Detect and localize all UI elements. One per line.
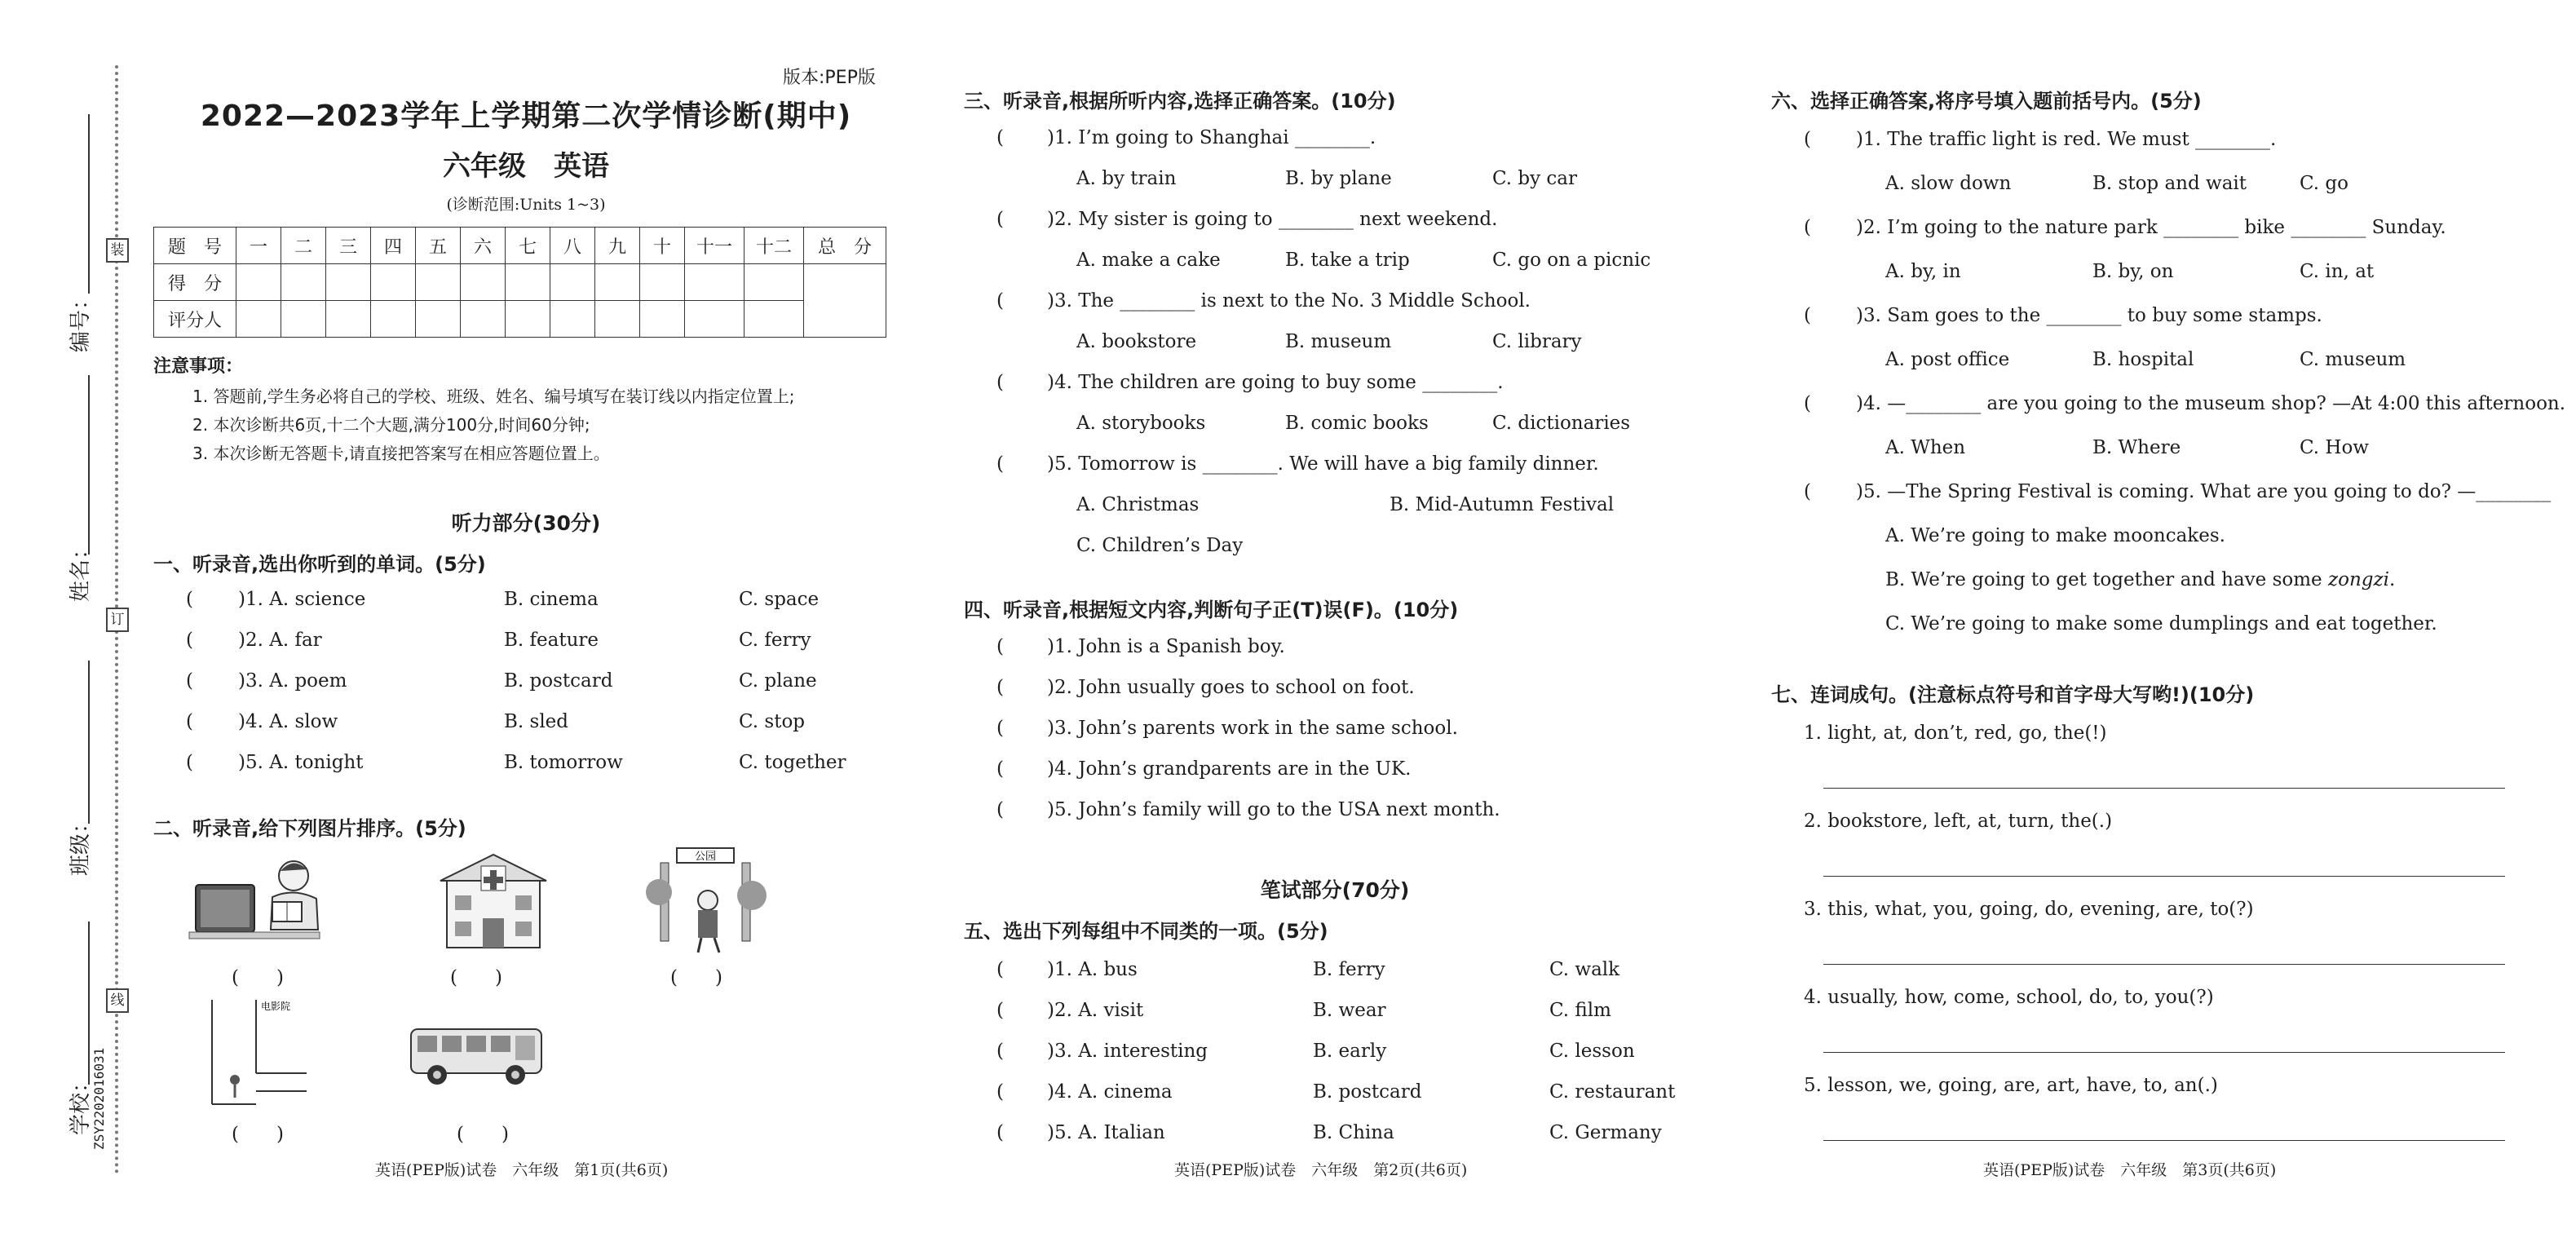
option-a: A. storybooks: [1076, 413, 1206, 434]
question-option-b: B. ferry: [1313, 959, 1385, 980]
statement: )1. John is a Spanish boy.: [1047, 636, 1285, 657]
answer-bracket[interactable]: (: [1804, 481, 1811, 502]
total-score-cell[interactable]: [804, 264, 886, 338]
picture-5-answer[interactable]: ( ): [457, 1124, 509, 1145]
question-option-c: C. restaurant: [1549, 1081, 1676, 1103]
table-cell: 七: [506, 228, 550, 264]
edition-label: 版本:PEP版: [783, 68, 876, 88]
option-a: A. slow down: [1885, 173, 2012, 194]
score-cell[interactable]: [371, 264, 416, 301]
field-label-number: 编号：: [68, 288, 93, 352]
score-cell[interactable]: [461, 264, 506, 301]
option-b: B. by, on: [2092, 261, 2174, 282]
score-cell[interactable]: [416, 264, 461, 301]
serial-number: ZSY2202016031: [91, 1047, 107, 1150]
binding-mark-zhuang: 装: [106, 238, 129, 263]
table-cell: 得 分: [154, 264, 236, 301]
option-b-italic-word: zongzi: [2327, 569, 2389, 590]
question-option-b: B. postcard: [504, 670, 613, 692]
table-cell: 八: [550, 228, 595, 264]
grader-row: [154, 301, 886, 338]
option-b: [1885, 569, 2395, 590]
answer-line[interactable]: [1823, 964, 2505, 965]
score-table: [153, 227, 886, 338]
question-option-a: )3. A. interesting: [1047, 1041, 1208, 1062]
option-b: B. Mid-Autumn Festival: [1390, 494, 1615, 515]
option-a: A. by, in: [1885, 261, 1961, 282]
option-a: A. bookstore: [1076, 331, 1197, 352]
table-cell: 总 分: [804, 228, 886, 264]
question-text: )2. I’m going to the nature park ________ bike ________ Sunday.: [1856, 217, 2446, 238]
question-option-c: C. ferry: [739, 630, 811, 651]
statement: )4. John’s grandparents are in the UK.: [1047, 758, 1412, 780]
answer-bracket[interactable]: (: [996, 1041, 1004, 1062]
field-label-school: 学校：: [68, 1071, 93, 1135]
picture-1-answer[interactable]: ( ): [232, 967, 284, 988]
page-2-footer: 英语(PEP版)试卷 六年级 第2页(共6页): [1174, 1161, 1468, 1179]
question-text: )3. Sam goes to the ________ to buy some stamps.: [1856, 305, 2322, 326]
option-c: C. library: [1492, 331, 1582, 352]
notes-heading: 注意事项：: [153, 356, 244, 377]
statement: )5. John’s family will go to the USA next month.: [1047, 799, 1500, 820]
answer-bracket[interactable]: (: [996, 959, 1004, 980]
option-c: C. dictionaries: [1492, 413, 1631, 434]
question-option-c: C. stop: [739, 711, 806, 732]
score-cell[interactable]: [281, 264, 326, 301]
score-cell[interactable]: [236, 264, 281, 301]
answer-line[interactable]: [1823, 876, 2505, 877]
option-c: C. in, at: [2300, 261, 2375, 282]
page-3-footer: 英语(PEP版)试卷 六年级 第3页(共6页): [1983, 1161, 2277, 1179]
answer-bracket[interactable]: (: [996, 372, 1004, 393]
question-option-c: C. together: [739, 752, 846, 773]
option-b: B. stop and wait: [2092, 173, 2247, 194]
question-option-b: B. China: [1313, 1122, 1394, 1143]
table-cell: 三: [326, 228, 371, 264]
binding-mark-xian: 线: [106, 988, 129, 1013]
question-option-c: C. walk: [1549, 959, 1620, 980]
question-option-b: B. early: [1313, 1041, 1387, 1062]
question-text: )1. The traffic light is red. We must ________.: [1856, 129, 2277, 150]
grader-cell[interactable]: [685, 301, 745, 338]
field-line-name[interactable]: [88, 375, 90, 555]
note-item: 1. 答题前,学生务必将自己的学校、班级、姓名、编号填写在装订线以内指定位置上;: [192, 387, 795, 406]
grader-cell[interactable]: [416, 301, 461, 338]
answer-bracket[interactable]: (: [186, 589, 193, 610]
field-line-school[interactable]: [88, 922, 90, 1085]
question-option-a: )1. A. bus: [1047, 959, 1138, 980]
picture-3-answer[interactable]: ( ): [670, 967, 722, 988]
grade-subject-title: 六年级 英语: [443, 150, 609, 183]
table-cell: 十: [640, 228, 685, 264]
option-b: B. hospital: [2092, 349, 2194, 370]
question-option-b: B. wear: [1313, 1000, 1386, 1021]
park-sign: 公园: [694, 851, 717, 863]
answer-bracket[interactable]: (: [996, 758, 1004, 780]
answer-bracket[interactable]: (: [996, 453, 1004, 475]
page-1-footer: 英语(PEP版)试卷 六年级 第1页(共6页): [375, 1161, 669, 1179]
field-label-name: 姓名：: [68, 537, 93, 602]
question-option-c: C. film: [1549, 1000, 1611, 1021]
answer-bracket[interactable]: (: [996, 290, 1004, 312]
table-cell: 二: [281, 228, 326, 264]
option-c: C. by car: [1492, 168, 1578, 189]
exam-title: 2022—2023学年上学期第二次学情诊断(期中): [200, 99, 852, 133]
field-line-class[interactable]: [88, 661, 90, 824]
question-option-c: C. space: [739, 589, 820, 610]
section-4-title: 四、听录音,根据短文内容,判断句子正(T)误(F)。(10分): [964, 599, 1459, 621]
answer-bracket[interactable]: (: [186, 752, 193, 773]
note-item: 2. 本次诊断共6页,十二个大题,满分100分,时间60分钟;: [192, 415, 590, 435]
answer-bracket[interactable]: (: [1804, 393, 1811, 414]
grader-cell[interactable]: [745, 301, 804, 338]
table-cell: 一: [236, 228, 281, 264]
question-option-b: B. cinema: [504, 589, 599, 610]
table-cell: 九: [595, 228, 640, 264]
option-b: B. comic books: [1285, 413, 1429, 434]
score-cell[interactable]: [506, 264, 550, 301]
word-order-prompt: 1. light, at, don’t, red, go, the(!): [1804, 723, 2107, 744]
picture-4-answer[interactable]: ( ): [232, 1124, 284, 1145]
answer-bracket[interactable]: (: [996, 718, 1004, 739]
answer-bracket[interactable]: (: [996, 677, 1004, 698]
score-cell[interactable]: [685, 264, 745, 301]
option-c: C. How: [2300, 437, 2369, 458]
table-cell: 六: [461, 228, 506, 264]
answer-bracket[interactable]: (: [996, 1000, 1004, 1021]
option-c: C. We’re going to make some dumplings and eat together.: [1885, 613, 2437, 634]
score-cell[interactable]: [326, 264, 371, 301]
grader-cell[interactable]: [461, 301, 506, 338]
grader-cell[interactable]: [281, 301, 326, 338]
question-text: )2. My sister is going to ________ next weekend.: [1047, 209, 1498, 230]
table-cell: 四: [371, 228, 416, 264]
grader-cell[interactable]: [550, 301, 595, 338]
question-text: )5. Tomorrow is ________. We will have a big family dinner.: [1047, 453, 1599, 475]
answer-bracket[interactable]: (: [1804, 305, 1811, 326]
answer-bracket[interactable]: (: [996, 209, 1004, 230]
option-b: B. Where: [2092, 437, 2181, 458]
section-6-title: 六、选择正确答案,将序号填入题前括号内。(5分): [1771, 90, 2202, 113]
table-cell: 十二: [745, 228, 804, 264]
option-a: A. make a cake: [1076, 250, 1221, 271]
answer-bracket[interactable]: (: [996, 127, 1004, 148]
word-order-prompt: 2. bookstore, left, at, turn, the(.): [1804, 811, 2113, 832]
question-option-c: C. plane: [739, 670, 817, 692]
question-option-a: )3. A. poem: [238, 670, 347, 692]
table-cell: 评分人: [154, 301, 236, 338]
grader-cell[interactable]: [236, 301, 281, 338]
cinema-map-picture: [205, 995, 312, 1109]
table-cell: 十一: [685, 228, 745, 264]
table-cell: 五: [416, 228, 461, 264]
answer-bracket[interactable]: (: [996, 636, 1004, 657]
answer-bracket[interactable]: (: [186, 630, 193, 651]
option-a: A. post office: [1885, 349, 2010, 370]
question-option-a: )2. A. far: [238, 630, 322, 651]
listening-part-heading: 听力部分(30分): [451, 511, 601, 535]
option-a: A. We’re going to make mooncakes.: [1885, 525, 2225, 546]
question-text: )3. The ________ is next to the No. 3 Middle School.: [1047, 290, 1531, 312]
question-option-b: B. postcard: [1313, 1081, 1422, 1103]
park-picture: [644, 843, 767, 957]
note-item: 3. 本次诊断无答题卡,请直接把答案写在相应答题位置上。: [192, 444, 610, 463]
answer-bracket[interactable]: (: [186, 711, 193, 732]
option-a: A. by train: [1076, 168, 1177, 189]
option-b: B. by plane: [1285, 168, 1392, 189]
grader-cell[interactable]: [595, 301, 640, 338]
grader-cell[interactable]: [326, 301, 371, 338]
word-order-prompt: 3. this, what, you, going, do, evening, are, to(?): [1804, 899, 2254, 920]
binding-mark-ding: 订: [106, 608, 129, 632]
section-5-title: 五、选出下列每组中不同类的一项。(5分): [964, 920, 1328, 943]
question-option-b: B. feature: [504, 630, 599, 651]
grader-cell[interactable]: [506, 301, 550, 338]
answer-bracket[interactable]: (: [996, 1122, 1004, 1143]
question-option-a: )5. A. Italian: [1047, 1122, 1165, 1143]
question-text: )4. The children are going to buy some ________.: [1047, 372, 1504, 393]
grader-cell[interactable]: [640, 301, 685, 338]
question-text: )1. I’m going to Shanghai ________.: [1047, 127, 1376, 148]
answer-line[interactable]: [1823, 788, 2505, 789]
question-option-a: )4. A. cinema: [1047, 1081, 1173, 1103]
question-text: )5. —The Spring Festival is coming. What are you going to do? —________: [1856, 481, 2552, 502]
section-2-title: 二、听录音,给下列图片排序。(5分): [153, 817, 466, 840]
score-row: [154, 264, 886, 301]
word-order-prompt: 5. lesson, we, going, are, art, have, to, an(.): [1804, 1075, 2218, 1096]
question-option-a: )2. A. visit: [1047, 1000, 1144, 1021]
table-cell: 题 号: [154, 228, 236, 264]
score-cell[interactable]: [640, 264, 685, 301]
hospital-picture: [432, 848, 555, 954]
question-option-a: )1. A. science: [238, 589, 366, 610]
option-a: A. Christmas: [1076, 494, 1200, 515]
option-c: C. go: [2300, 173, 2348, 194]
bus-picture: [408, 1024, 546, 1090]
field-line-number[interactable]: [88, 114, 90, 294]
answer-bracket[interactable]: (: [186, 670, 193, 692]
section-1-title: 一、听录音,选出你听到的单词。(5分): [153, 553, 486, 576]
exam-scope: (诊断范围:Units 1~3): [446, 196, 606, 214]
field-label-class: 班级：: [68, 811, 93, 876]
statement: )3. John’s parents work in the same school.: [1047, 718, 1458, 739]
answer-line[interactable]: [1823, 1052, 2505, 1053]
answer-bracket[interactable]: (: [996, 1081, 1004, 1103]
option-c: C. museum: [2300, 349, 2406, 370]
answer-bracket[interactable]: (: [1804, 129, 1811, 150]
question-option-c: C. Germany: [1549, 1122, 1662, 1143]
question-option-b: B. sled: [504, 711, 569, 732]
answer-bracket[interactable]: (: [996, 799, 1004, 820]
section-7-title: 七、连词成句。(注意标点符号和首字母大写哟!)(10分): [1771, 683, 2255, 706]
writing-part-heading: 笔试部分(70分): [1260, 878, 1410, 902]
option-a: A. When: [1885, 437, 1966, 458]
question-option-b: B. tomorrow: [504, 752, 623, 773]
option-c: C. Children’s Day: [1076, 535, 1244, 556]
option-b-text: B. We’re going to get together and have some: [1885, 569, 2322, 590]
answer-bracket[interactable]: (: [1804, 217, 1811, 238]
section-3-title: 三、听录音,根据所听内容,选择正确答案。(10分): [964, 90, 1396, 113]
answer-line[interactable]: [1823, 1140, 2505, 1141]
score-cell[interactable]: [595, 264, 640, 301]
option-b: B. museum: [1285, 331, 1392, 352]
option-c: C. go on a picnic: [1492, 250, 1651, 271]
statement: )2. John usually goes to school on foot.: [1047, 677, 1415, 698]
picture-2-answer[interactable]: ( ): [450, 967, 502, 988]
question-option-c: C. lesson: [1549, 1041, 1635, 1062]
option-b: B. take a trip: [1285, 250, 1410, 271]
boy-reading-computer-picture: [181, 848, 336, 954]
option-b-period: .: [2388, 569, 2396, 590]
cinema-sign: 电影院: [261, 1001, 291, 1012]
question-text: )4. —________ are you going to the museum shop? —At 4:00 this afternoon.: [1856, 393, 2566, 414]
word-order-prompt: 4. usually, how, come, school, do, to, you(?): [1804, 987, 2214, 1008]
score-table-header-row: [154, 228, 886, 264]
score-cell[interactable]: [550, 264, 595, 301]
question-option-a: )4. A. slow: [238, 711, 338, 732]
grader-cell[interactable]: [371, 301, 416, 338]
question-option-a: )5. A. tonight: [238, 752, 364, 773]
score-cell[interactable]: [745, 264, 804, 301]
